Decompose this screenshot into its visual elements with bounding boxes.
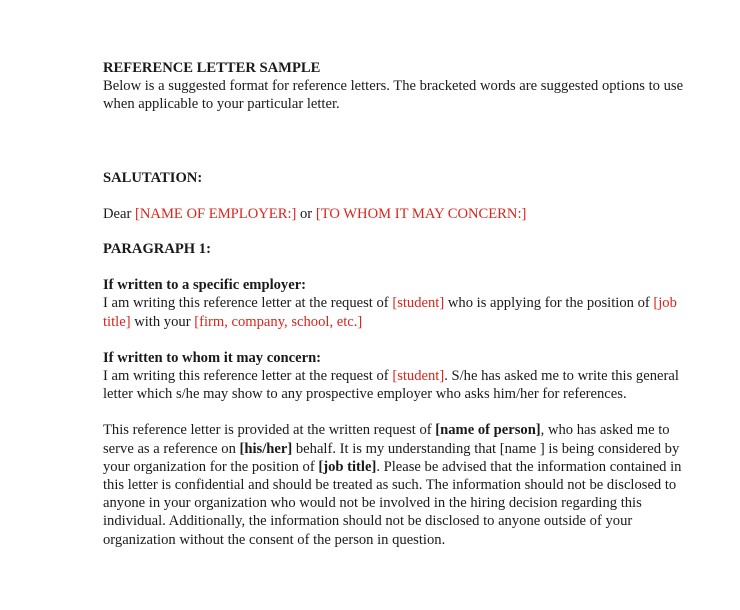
dear-line <box>103 205 703 223</box>
text-segment: . Please be advised that the information contained in this letter is confidential and should be treated as such. The information should not be disclosed to anyone in your organization who would not be involved in the hiring decision regarding this individual. Additionally, the information should not be disclosed to anyone outside of your organization without the consent of the person in question. <box>103 458 682 548</box>
organization-placeholder: [firm, company, school, etc.] <box>194 313 363 330</box>
text-segment: I am writing this reference letter at the request of <box>103 295 393 312</box>
name-of-person-placeholder: [name of person] <box>435 422 541 439</box>
text-segment: I am writing this reference letter at the request of <box>103 368 393 385</box>
student-placeholder: [student] <box>392 295 445 312</box>
specific-employer-paragraph <box>103 294 703 330</box>
salutation-heading: SALUTATION: <box>103 169 203 186</box>
body-paragraph <box>103 421 703 548</box>
document-title: REFERENCE LETTER SAMPLE <box>103 60 321 76</box>
employer-name-placeholder: [NAME OF EMPLOYER:] <box>135 205 297 222</box>
text-segment: . S/he has asked me to write this general letter which s/he may show to any prospective employer who asks him/her for references. <box>103 368 679 403</box>
text-segment: with your <box>130 313 195 330</box>
letter-document <box>103 59 703 549</box>
whom-it-may-concern-paragraph <box>103 367 703 403</box>
dear-prefix: Dear <box>103 205 136 222</box>
whom-it-may-concern-heading: If written to whom it may concern: <box>103 349 322 366</box>
specific-employer-heading: If written to a specific employer: <box>103 277 307 294</box>
text-segment: , who has asked me to serve as a reference on <box>103 422 670 457</box>
job-title-placeholder: [job title] <box>318 458 377 475</box>
text-segment: who is applying for the position of <box>444 295 654 312</box>
text-segment: behalf. It is my understanding that [name ] is being considered by your organization for the position of <box>103 440 680 475</box>
dear-connector: or <box>296 205 316 222</box>
intro-paragraph: Below is a suggested format for reference letters. The bracketed words are suggested options to use when applicable to your particular letter. <box>103 78 684 113</box>
his-her-placeholder: [his/her] <box>239 440 293 457</box>
to-whom-placeholder: [TO WHOM IT MAY CONCERN:] <box>315 205 527 222</box>
text-segment: This reference letter is provided at the written request of <box>103 422 436 439</box>
paragraph1-heading: PARAGRAPH 1: <box>103 241 211 258</box>
student-placeholder: [student] <box>392 368 445 385</box>
job-title-placeholder: [job title] <box>103 295 677 330</box>
